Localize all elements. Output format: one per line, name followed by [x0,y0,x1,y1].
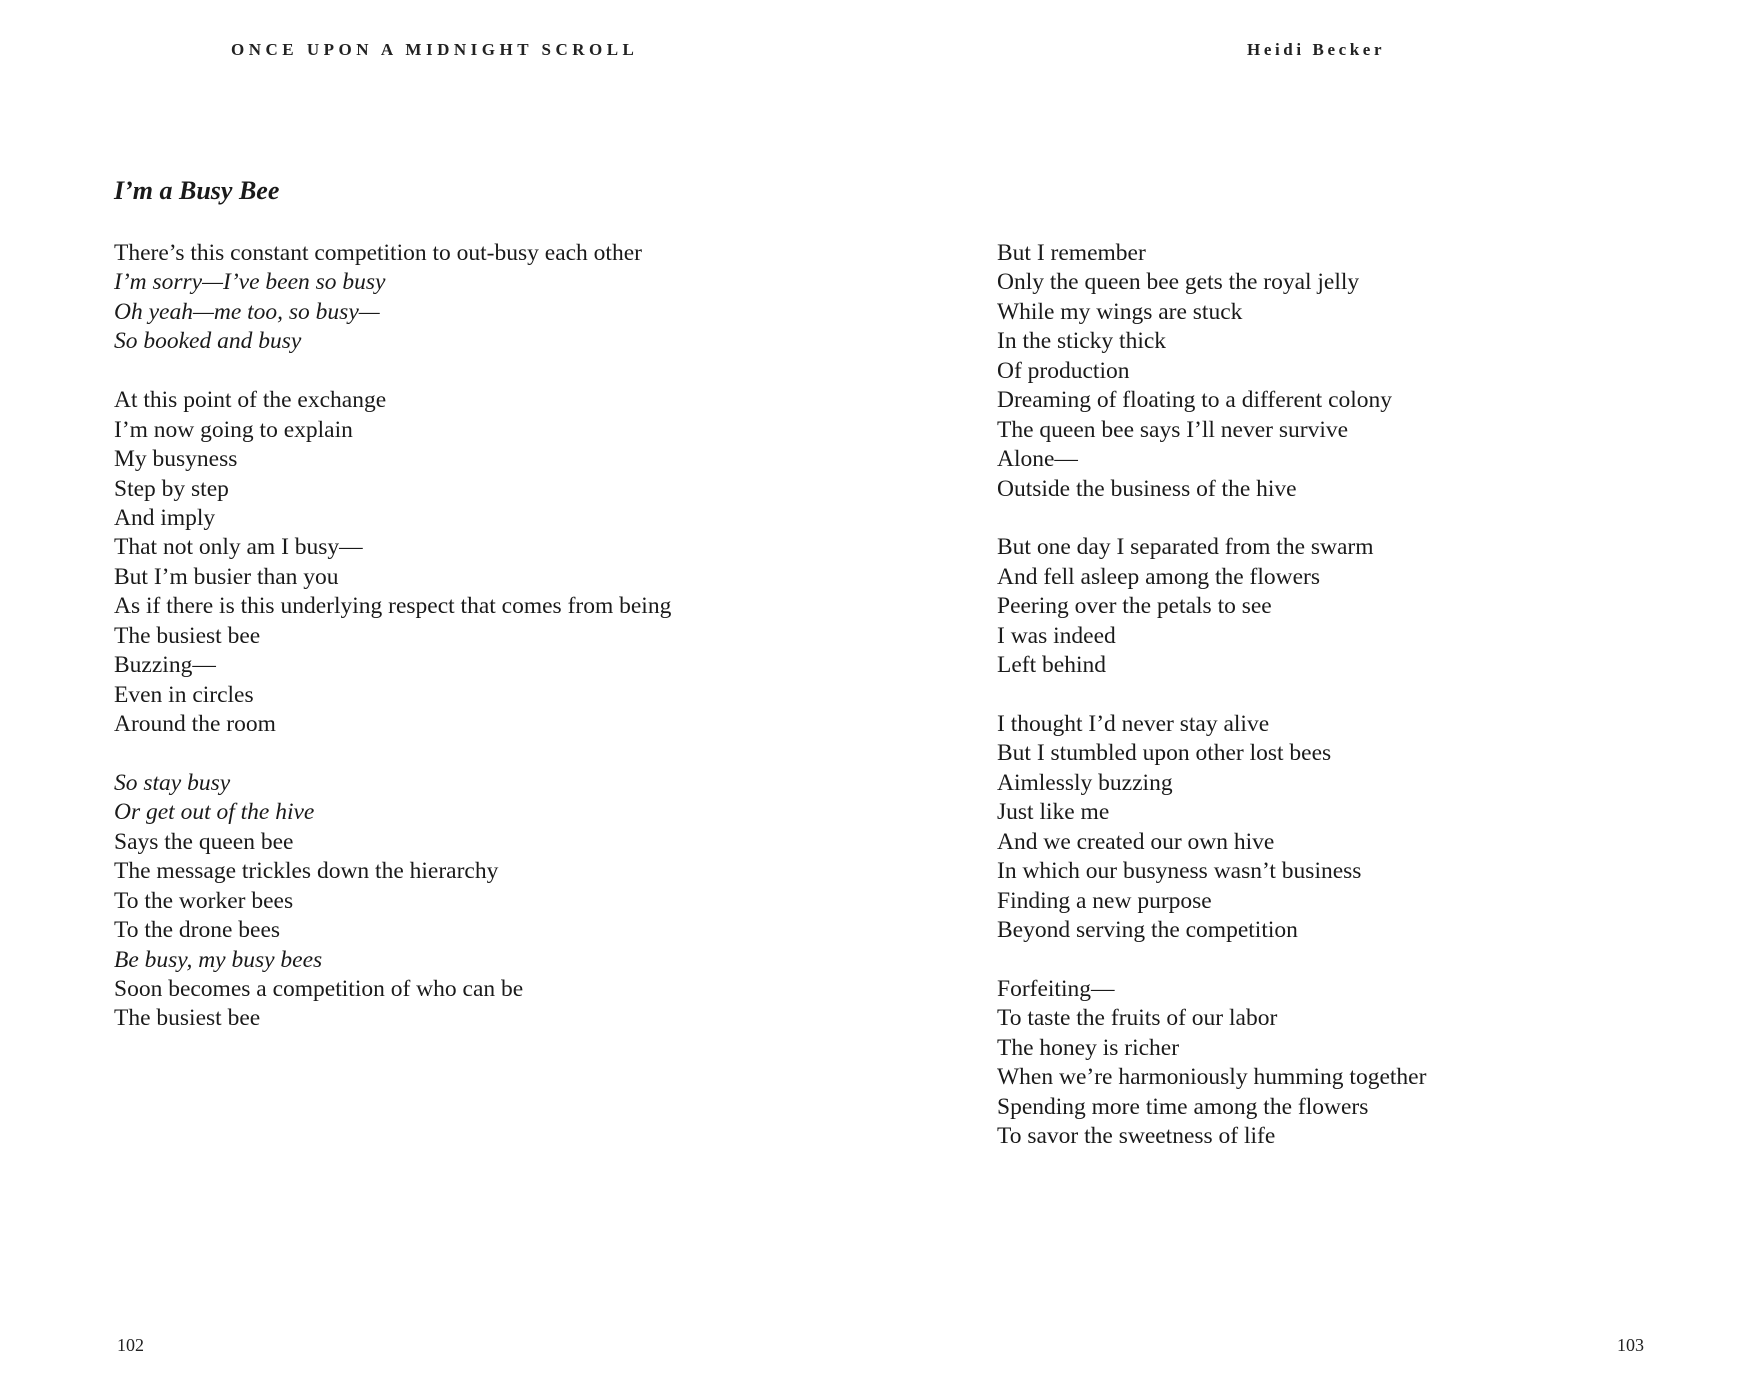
poem-line: Says the queen bee [114,828,294,855]
poem-line: To the drone bees [114,917,281,944]
poem-line: While my wings are stuck [997,298,1243,325]
poem-line: Spending more time among the flowers [997,1093,1369,1120]
poem-line: I’m now going to explain [114,416,353,443]
poem-line: At this point of the exchange [114,387,387,414]
page-number-left: 102 [117,1335,144,1355]
poem-line: Beyond serving the competition [997,917,1298,944]
poem-line: Oh yeah—me too, so busy— [114,298,380,325]
poem-right-column [997,239,1697,1181]
poem-line: Left behind [997,652,1106,679]
right-stanza [997,710,1697,946]
poem-line: The queen bee says I’ll never survive [997,416,1349,443]
poem-line: Be busy, my busy bees [114,946,323,973]
poem-line: Just like me [997,799,1110,826]
poem-line: The message trickles down the hierarchy [114,858,499,885]
right-stanza [997,239,1697,504]
poem-line: And imply [114,504,216,531]
poem-line: Peering over the petals to see [997,593,1272,620]
poem-line: So stay busy [114,769,231,796]
right-stanza [997,975,1697,1152]
poem-line: Outside the business of the hive [997,475,1297,502]
poem-title: I’m a Busy Bee [114,176,280,205]
poem-line: But I’m busier than you [114,563,339,590]
poem-line: Soon becomes a competition of who can be [114,975,524,1002]
poem-line: But I remember [997,240,1146,266]
poem-line: I was indeed [997,622,1116,649]
poem-line: But one day I separated from the swarm [997,534,1374,561]
left-stanza [114,239,814,357]
poem-line: Aimlessly buzzing [997,769,1173,796]
poem-line: The honey is richer [997,1034,1180,1061]
poem-line: Dreaming of floating to a different colony [997,387,1393,414]
poem-line: The busiest bee [114,622,261,649]
poem-line: In which our busyness wasn’t business [997,858,1362,885]
poem-line: But I stumbled upon other lost bees [997,740,1332,767]
poem-line: To taste the fruits of our labor [997,1005,1278,1032]
poem-left-column [114,239,814,1063]
poem-line: Of production [997,357,1130,384]
poem-line: Buzzing— [114,652,216,679]
left-stanza [114,769,814,1034]
poem-line: My busyness [114,446,238,473]
poem-line: And fell asleep among the flowers [997,563,1321,590]
running-head-book-title: ONCE UPON A MIDNIGHT SCROLL [231,40,639,59]
poem-line: I thought I’d never stay alive [997,711,1270,737]
poem-line: There’s this constant competition to out-busy each other [114,240,642,266]
poem-line: As if there is this underlying respect that comes from being [114,593,672,620]
left-stanza [114,386,814,739]
poem-line: In the sticky thick [997,328,1167,355]
poem-line: And we created our own hive [997,828,1275,855]
poem-line: Step by step [114,475,229,502]
poem-line: Only the queen bee gets the royal jelly [997,269,1360,296]
poem-line: That not only am I busy— [114,534,363,561]
poem-line: Finding a new purpose [997,887,1212,914]
poem-line: The busiest bee [114,1005,261,1032]
poem-line: Around the room [114,711,276,737]
running-head-author: Heidi Becker [1247,40,1386,59]
poem-line: When we’re harmoniously humming together [997,1064,1427,1091]
poem-line: To the worker bees [114,887,294,914]
poem-line: Alone— [997,446,1078,473]
poem-line: I’m sorry—I’ve been so busy [114,269,386,296]
poem-line: To savor the sweetness of life [997,1123,1276,1150]
page-number-right: 103 [1617,1335,1644,1355]
poem-line: Even in circles [114,681,254,708]
right-stanza [997,533,1697,680]
poem-line: Forfeiting— [997,975,1115,1002]
poem-line: So booked and busy [114,328,302,355]
poem-line: Or get out of the hive [114,799,315,826]
